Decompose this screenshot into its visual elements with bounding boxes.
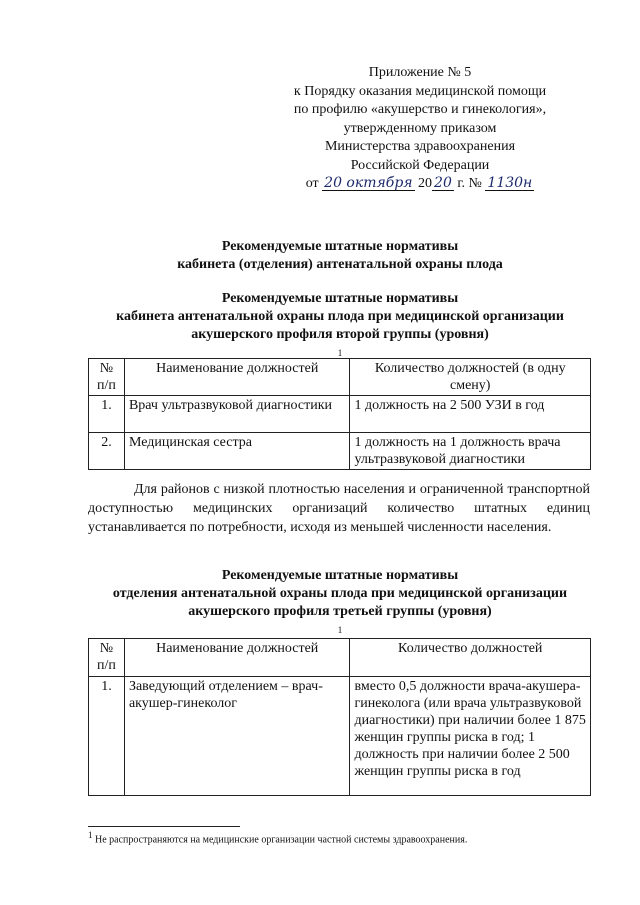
row-position: Заведующий отделением – врач-акушер-гинеколог <box>124 677 350 796</box>
table-header-row <box>89 359 591 396</box>
footnote-divider <box>88 826 240 827</box>
row-number: 2. <box>89 433 125 470</box>
header-cell-count: Количество должностей <box>350 639 591 677</box>
row-number: 1. <box>89 396 125 433</box>
footnote-ref: 1 <box>337 625 343 635</box>
order-year-suffix: г. № <box>457 176 482 191</box>
appendix-line: Министерства здравоохранения <box>324 139 516 154</box>
section1-title-line: кабинета антенатальной охраны плода при медицинской организации <box>116 309 564 324</box>
main-title <box>60 238 620 274</box>
table-row <box>89 396 591 433</box>
header-cell-position: Наименование должностей <box>124 639 350 677</box>
header-cell-position: Наименование должностей <box>124 359 350 396</box>
note-paragraph: Для районов с низкой плотностью населения и ограниченной транспортной доступностью медицинских организаций количество штатных единиц устанавливается по потребности, исходя из меньшей численности населения. <box>88 482 590 535</box>
section2-title-line: Рекомендуемые штатные нормативы <box>221 568 459 583</box>
appendix-line: к Порядку оказания медицинской помощи <box>293 83 547 99</box>
main-title-line: Рекомендуемые штатные нормативы <box>221 239 459 254</box>
appendix-header <box>250 64 590 194</box>
appendix-number: Приложение № 5 <box>368 65 472 80</box>
section1-title-line: акушерского профиля второй группы (уровня) $^1$ <box>191 327 489 358</box>
section2-title-line: акушерского профиля третьей группы (уровня) $^1$ <box>188 604 492 635</box>
footnote-ref: 1 <box>337 348 343 358</box>
row-count: вместо 0,5 должности врача-акушера-гинеколога (или врача ультразвуковой диагностики) при наличии более 1 875 женщин группы риска в год; 1 должность при наличии более 2 500 женщин группы риска в год <box>350 677 591 796</box>
footnote <box>88 829 608 846</box>
section1-title-line: Рекомендуемые штатные нормативы <box>221 291 459 306</box>
handwritten-order-number: 1130н <box>487 175 533 191</box>
row-position: Медицинская сестра <box>124 433 350 470</box>
handwritten-date: 20 октября <box>324 175 413 191</box>
order-date-line <box>250 175 590 194</box>
section2-title-line: отделения антенатальной охраны плода при медицинской организации <box>112 586 568 601</box>
header-cell-count: Количество должностей (в одну смену) <box>350 359 591 396</box>
table-row <box>89 677 591 796</box>
main-title-line: кабинета (отделения) антенатальной охраны плода <box>177 257 503 272</box>
staff-table-department <box>88 638 591 796</box>
table-row <box>89 433 591 470</box>
appendix-line: утвержденному приказом <box>343 120 497 136</box>
footnote-mark: 1 <box>88 830 93 840</box>
header-cell-number: № п/п <box>89 359 125 396</box>
row-position: Врач ультразвуковой диагностики <box>124 396 350 433</box>
row-number: 1. <box>89 677 125 796</box>
staff-table-cabinet <box>88 358 591 470</box>
section2-title <box>60 567 620 645</box>
appendix-line: по профилю «акушерство и гинекология», <box>293 102 547 117</box>
appendix-line: Российской Федерации <box>350 157 490 173</box>
header-cell-number: № п/п <box>89 639 125 677</box>
handwritten-year: 20 <box>434 175 452 191</box>
order-year-prefix: 20 <box>418 176 433 191</box>
order-prefix: от <box>305 176 319 191</box>
section1-title <box>60 290 620 368</box>
row-count: 1 должность на 2 500 УЗИ в год <box>350 396 591 433</box>
table-header-row <box>89 639 591 677</box>
footnote-text: Не распространяются на медицинские организации частной системы здравоохранения. <box>95 834 468 846</box>
row-count: 1 должность на 1 должность врача ультразвуковой диагностики <box>350 433 591 470</box>
